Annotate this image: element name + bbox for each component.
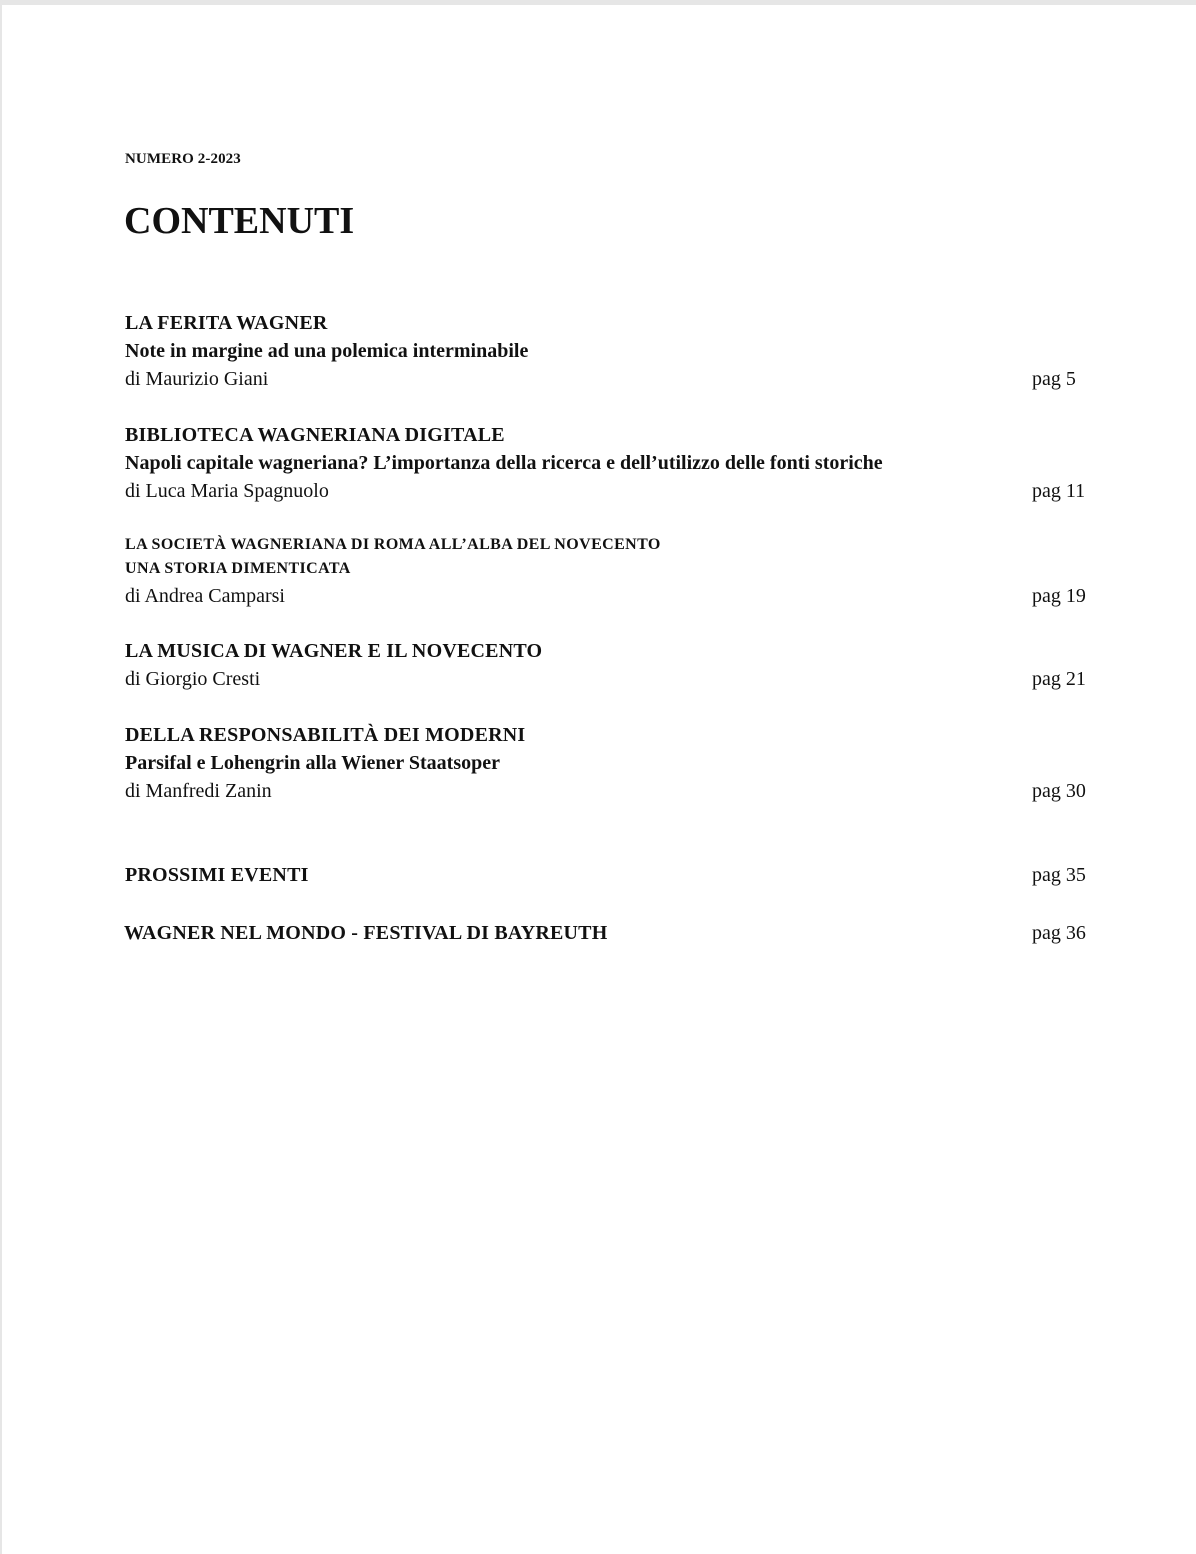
toc-entry-page: pag 21 [1032,668,1086,690]
toc-entry-author: di Andrea Camparsi [125,585,285,607]
toc-entry-page: pag 19 [1032,585,1086,607]
toc-entry-page: pag 5 [1032,368,1076,390]
toc-entry-subtitle: Note in margine ad una polemica interminabile [125,340,529,362]
toc-entry-heading: LA FERITA WAGNER [125,312,328,334]
toc-entry-author: di Maurizio Giani [125,368,269,390]
toc-entry-heading: DELLA RESPONSABILITÀ DEI MODERNI [125,724,526,746]
toc-entry-heading: WAGNER NEL MONDO - FESTIVAL DI BAYREUTH [124,922,608,944]
document-page [2,5,1196,1554]
toc-entry-subtitle: Napoli capitale wagneriana? L’importanza della ricerca e dell’utilizzo delle fonti storiche [125,452,883,474]
toc-entry-page: pag 30 [1032,780,1086,802]
toc-entry-page: pag 11 [1032,480,1086,502]
toc-entry-heading: LA SOCIETÀ WAGNERIANA DI ROMA ALL’ALBA DEL NOVECENTO [125,536,661,553]
toc-entry-heading: BIBLIOTECA WAGNERIANA DIGITALE [125,424,505,446]
toc-entry-subtitle: Parsifal e Lohengrin alla Wiener Staatsoper [125,752,500,774]
toc-entry-page: pag 36 [1032,922,1086,944]
toc-entry-heading: PROSSIMI EVENTI [125,864,309,886]
toc-entry-author: di Luca Maria Spagnuolo [125,480,329,502]
toc-entry-author: di Giorgio Cresti [125,668,261,690]
toc-entry-author: di Manfredi Zanin [125,780,272,802]
page-title: CONTENUTI [124,200,355,242]
toc-entry-heading: LA MUSICA DI WAGNER E IL NOVECENTO [125,640,543,662]
toc-entry-page: pag 35 [1032,864,1086,886]
issue-number: NUMERO 2-2023 [125,151,241,167]
toc-entry-subtitle: UNA STORIA DIMENTICATA [125,560,351,577]
